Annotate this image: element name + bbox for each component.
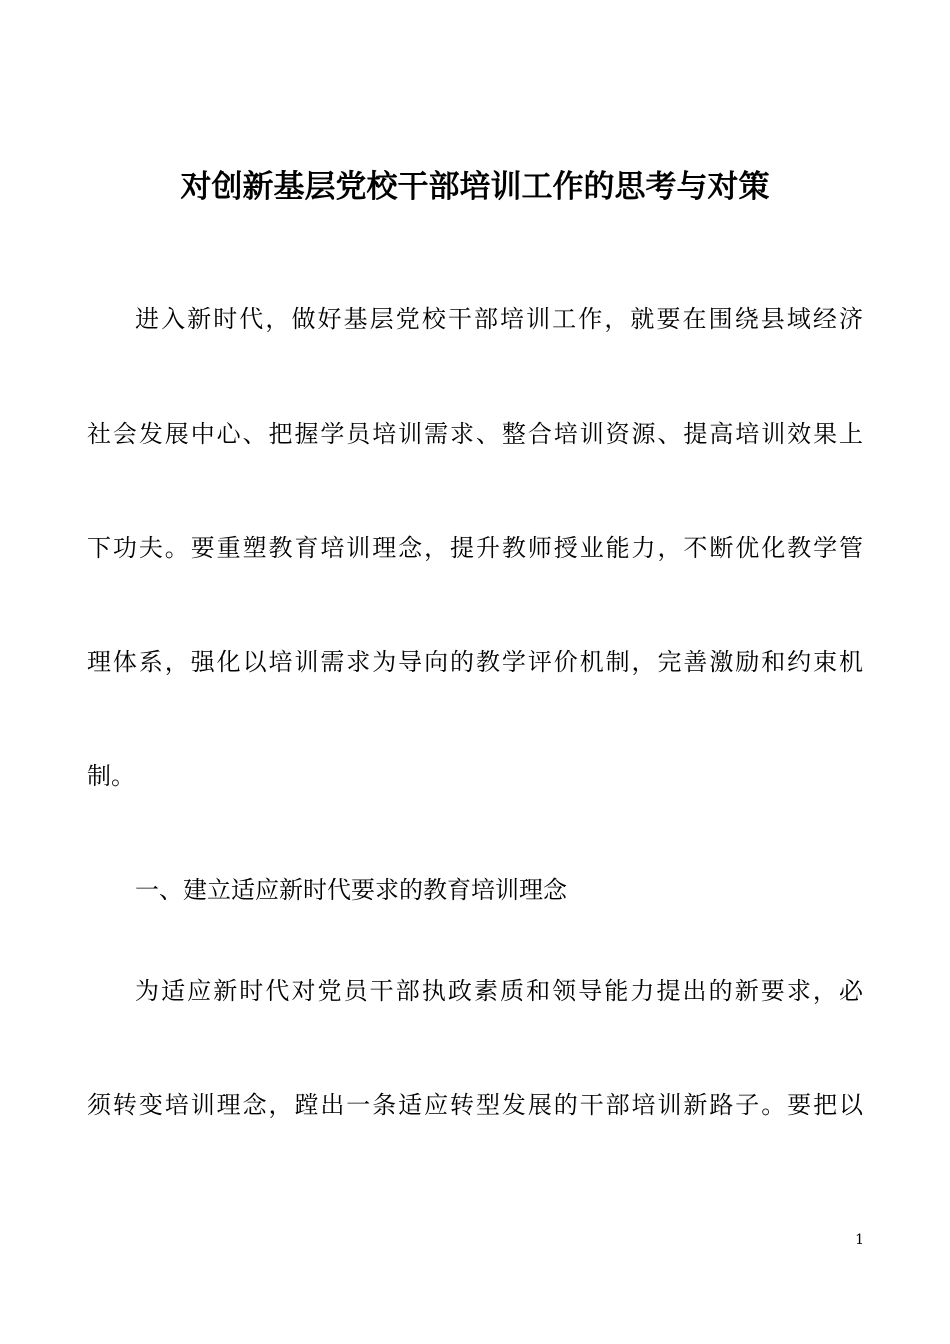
paragraph-2-line-1: 为适应新时代对党员干部执政素质和领导能力提出的新要求，必 [135,977,863,1005]
paragraph-1-line-4: 理体系，强化以培训需求为导向的教学评价机制，完善激励和约束机 [87,648,863,676]
paragraph-1-line-1: 进入新时代，做好基层党校干部培训工作，就要在围绕县域经济 [135,305,863,333]
section-1-heading: 一、建立适应新时代要求的教育培训理念 [135,876,567,904]
page-number: 1 [855,1232,864,1248]
paragraph-2-line-2: 须转变培训理念，蹚出一条适应转型发展的干部培训新路子。要把以 [87,1091,863,1119]
paragraph-1-line-2: 社会发展中心、把握学员培训需求、整合培训资源、提高培训效果上 [87,420,863,448]
document-title: 对创新基层党校干部培训工作的思考与对策 [180,169,770,205]
paragraph-1-line-3: 下功夫。要重塑教育培训理念，提升教师授业能力，不断优化教学管 [87,534,863,562]
paragraph-1-line-5: 制。 [87,762,135,790]
